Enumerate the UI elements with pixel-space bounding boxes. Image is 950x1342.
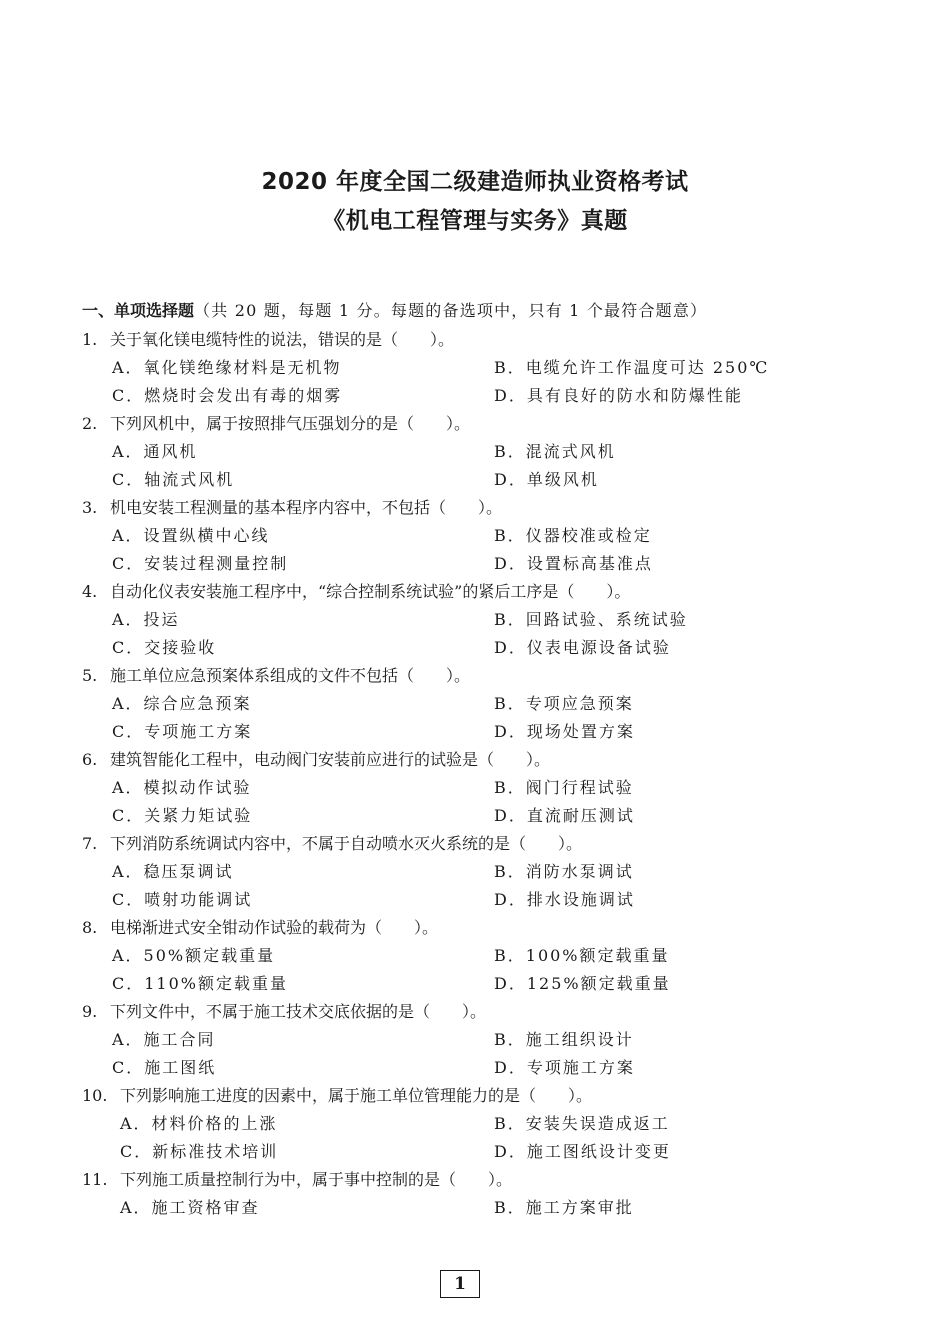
answer-option: B．混流式风机 xyxy=(494,442,616,461)
question-stem: 下列消防系统调试内容中，不属于自动喷水灭火系统的是（ ）。 xyxy=(110,834,583,853)
answer-option: C．交接验收 xyxy=(112,638,217,657)
question-item xyxy=(0,746,950,830)
option-row xyxy=(0,382,950,410)
answer-option: B．施工方案审批 xyxy=(494,1198,634,1217)
question-stem: 建筑智能化工程中，电动阀门安装前应进行的试验是（ ）。 xyxy=(110,750,551,769)
option-row xyxy=(0,1110,950,1138)
question-number: 5. xyxy=(82,666,98,685)
answer-option: B．施工组织设计 xyxy=(494,1030,634,1049)
question-number: 4. xyxy=(82,582,98,601)
question-number: 9. xyxy=(82,1002,98,1021)
question-item xyxy=(0,326,950,410)
answer-option: D．现场处置方案 xyxy=(494,722,635,741)
question-item xyxy=(0,410,950,494)
answer-option: D．施工图纸设计变更 xyxy=(494,1142,671,1161)
answer-option: A．投运 xyxy=(112,610,180,629)
question-stem-line xyxy=(0,746,950,774)
question-stem-line xyxy=(0,998,950,1026)
question-stem: 下列影响施工进度的因素中，属于施工单位管理能力的是（ ）。 xyxy=(120,1086,593,1105)
question-stem: 下列文件中，不属于施工技术交底依据的是（ ）。 xyxy=(110,1002,487,1021)
question-stem-line xyxy=(0,326,950,354)
option-row xyxy=(0,802,950,830)
question-item xyxy=(0,494,950,578)
option-row xyxy=(0,942,950,970)
question-stem-line xyxy=(0,1166,950,1194)
section-heading: 一、单项选择题 xyxy=(82,301,195,320)
answer-option: D．直流耐压测试 xyxy=(494,806,635,825)
answer-option: D．设置标高基准点 xyxy=(494,554,653,573)
answer-option: B．仪器校准或检定 xyxy=(494,526,652,545)
section-header xyxy=(82,298,707,321)
answer-option: D．排水设施调试 xyxy=(494,890,635,909)
option-row xyxy=(0,718,950,746)
question-item xyxy=(0,1082,950,1166)
question-stem: 机电安装工程测量的基本程序内容中，不包括（ ）。 xyxy=(110,498,503,517)
answer-option: A．模拟动作试验 xyxy=(112,778,252,797)
answer-option: B．消防水泵调试 xyxy=(494,862,634,881)
option-row xyxy=(0,606,950,634)
question-number: 11. xyxy=(82,1170,108,1189)
option-row xyxy=(0,634,950,662)
option-row xyxy=(0,970,950,998)
question-list xyxy=(0,326,950,1222)
option-row xyxy=(0,1194,950,1222)
option-row xyxy=(0,858,950,886)
question-stem-line xyxy=(0,494,950,522)
option-row xyxy=(0,690,950,718)
answer-option: B．阀门行程试验 xyxy=(494,778,634,797)
option-row xyxy=(0,354,950,382)
option-row xyxy=(0,886,950,914)
answer-option: C．喷射功能调试 xyxy=(112,890,253,909)
answer-option: D．125%额定载重量 xyxy=(494,974,671,993)
answer-option: D．仪表电源设备试验 xyxy=(494,638,671,657)
option-row xyxy=(0,522,950,550)
question-number: 2. xyxy=(82,414,98,433)
question-item xyxy=(0,914,950,998)
question-stem: 下列施工质量控制行为中，属于事中控制的是（ ）。 xyxy=(120,1170,513,1189)
answer-option: B．安装失误造成返工 xyxy=(494,1114,670,1133)
answer-option: A．50%额定载重量 xyxy=(112,946,276,965)
answer-option: C．专项施工方案 xyxy=(112,722,253,741)
answer-option: A．通风机 xyxy=(112,442,198,461)
answer-option: B．专项应急预案 xyxy=(494,694,634,713)
question-stem: 关于氧化镁电缆特性的说法，错误的是（ ）。 xyxy=(110,330,455,349)
answer-option: B．100%额定载重量 xyxy=(494,946,670,965)
question-number: 6. xyxy=(82,750,98,769)
answer-option: A．设置纵横中心线 xyxy=(112,526,270,545)
question-number: 3. xyxy=(82,498,98,517)
option-row xyxy=(0,1054,950,1082)
answer-option: D．具有良好的防水和防爆性能 xyxy=(494,386,743,405)
question-stem: 电梯渐进式安全钳动作试验的载荷为（ ）。 xyxy=(110,918,439,937)
answer-option: D．专项施工方案 xyxy=(494,1058,635,1077)
answer-option: C．110%额定载重量 xyxy=(112,974,288,993)
question-stem-line xyxy=(0,578,950,606)
answer-option: B．电缆允许工作温度可达 250℃ xyxy=(494,358,770,377)
question-number: 10. xyxy=(82,1086,108,1105)
option-row xyxy=(0,550,950,578)
question-stem: 施工单位应急预案体系组成的文件不包括（ ）。 xyxy=(110,666,471,685)
question-stem: 自动化仪表安装施工程序中，“综合控制系统试验”的紧后工序是（ ）。 xyxy=(110,582,631,601)
answer-option: C．安装过程测量控制 xyxy=(112,554,289,573)
answer-option: C．施工图纸 xyxy=(112,1058,217,1077)
question-number: 8. xyxy=(82,918,98,937)
option-row xyxy=(0,1026,950,1054)
question-item xyxy=(0,662,950,746)
question-number: 1. xyxy=(82,330,98,349)
answer-option: C．轴流式风机 xyxy=(112,470,235,489)
answer-option: A．稳压泵调试 xyxy=(112,862,234,881)
answer-option: A．施工资格审查 xyxy=(120,1198,260,1217)
question-stem-line xyxy=(0,662,950,690)
option-row xyxy=(0,1138,950,1166)
answer-option: A．施工合同 xyxy=(112,1030,216,1049)
exam-subtitle: 《机电工程管理与实务》真题 xyxy=(322,208,628,234)
page-number: 1 xyxy=(440,1270,480,1298)
option-row xyxy=(0,438,950,466)
answer-option: C．新标准技术培训 xyxy=(120,1142,279,1161)
question-stem-line xyxy=(0,830,950,858)
question-stem-line xyxy=(0,914,950,942)
answer-option: A．材料价格的上涨 xyxy=(120,1114,278,1133)
question-item xyxy=(0,578,950,662)
section-description: （共 20 题，每题 1 分。每题的备选项中，只有 1 个最符合题意） xyxy=(194,301,708,320)
option-row xyxy=(0,466,950,494)
question-item xyxy=(0,830,950,914)
question-stem-line xyxy=(0,410,950,438)
answer-option: D．单级风机 xyxy=(494,470,599,489)
question-stem: 下列风机中，属于按照排气压强划分的是（ ）。 xyxy=(110,414,471,433)
question-item xyxy=(0,1166,950,1222)
answer-option: C．关紧力矩试验 xyxy=(112,806,253,825)
answer-option: A．综合应急预案 xyxy=(112,694,252,713)
question-stem-line xyxy=(0,1082,950,1110)
question-number: 7. xyxy=(82,834,98,853)
answer-option: B．回路试验、系统试验 xyxy=(494,610,688,629)
question-item xyxy=(0,998,950,1082)
option-row xyxy=(0,774,950,802)
answer-option: A．氧化镁绝缘材料是无机物 xyxy=(112,358,342,377)
answer-option: C．燃烧时会发出有毒的烟雾 xyxy=(112,386,343,405)
exam-title: 2020 年度全国二级建造师执业资格考试 xyxy=(261,169,689,195)
